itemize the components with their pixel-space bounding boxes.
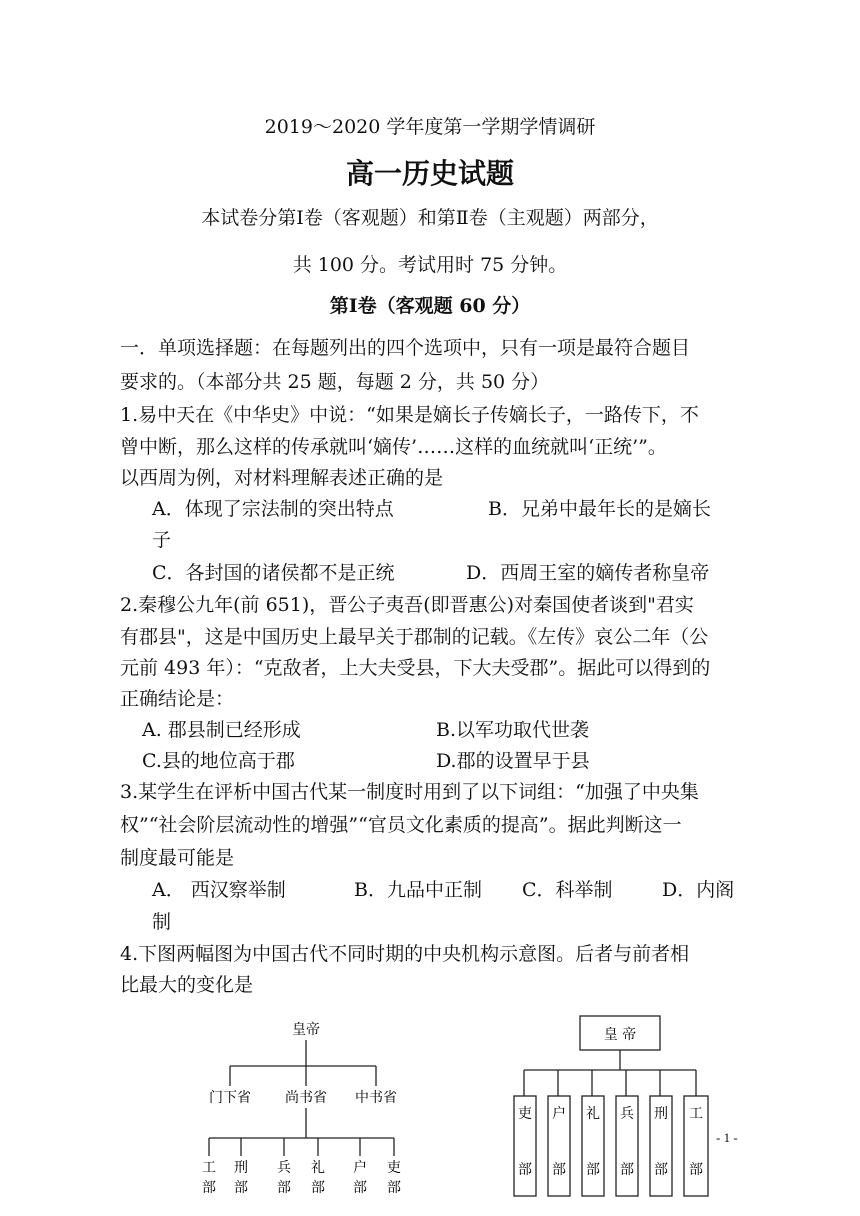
left-ministry-4-char1: 户 — [353, 1160, 367, 1176]
exam-title: 高一历史试题 — [345, 157, 514, 190]
q3-option-d-continued: 制 — [152, 911, 172, 933]
q2-option-c: C.县的地位高于郡 — [142, 750, 295, 772]
q1-stem-1: 1.易中天在《中华史》中说：“如果是嫡长子传嫡长子，一路传下，不 — [120, 404, 699, 426]
q3-stem-3: 制度最可能是 — [120, 847, 235, 869]
school-year-line: 2019～2020 学年度第一学期学情调研 — [264, 116, 596, 138]
right-ministry-0-char1: 吏 — [518, 1106, 532, 1122]
right-ministry-1-char2: 部 — [552, 1162, 566, 1178]
section-instructions-1: 一．单项选择题：在每题列出的四个选项中，只有一项是最符合题目 — [120, 337, 691, 359]
right-ministry-5-char2: 部 — [689, 1162, 703, 1178]
q2-option-b: B.以军功取代世袭 — [436, 719, 590, 741]
left-mid-zhongshu: 中书省 — [355, 1090, 397, 1106]
q1-option-c: C．各封国的诸侯都不是正统 — [152, 562, 395, 584]
page-number: - 1 - — [716, 1130, 738, 1145]
q3-stem-2: 权”“社会阶层流动性的增强”“官员文化素质的提高”。据此判断这一 — [120, 814, 682, 836]
right-ministry-2-char1: 礼 — [586, 1106, 600, 1122]
q3-option-c: C．科举制 — [522, 879, 613, 901]
left-ministry-1-char2: 部 — [234, 1180, 248, 1196]
right-top-emperor: 皇 帝 — [603, 1027, 637, 1043]
q1-option-b: B．兄弟中最年长的是嫡长 — [488, 498, 711, 520]
right-ministry-3-char1: 兵 — [620, 1106, 634, 1122]
q2-option-d: D.郡的设置早于县 — [436, 750, 590, 772]
q2-stem-2: 有郡县"，这是中国历史上最早关于郡制的记载。《左传》哀公二年（公 — [120, 626, 709, 648]
left-mid-shangshu: 尚书省 — [285, 1090, 327, 1106]
left-ministry-2-char1: 兵 — [277, 1160, 291, 1176]
right-ministry-4-char1: 刑 — [654, 1106, 668, 1122]
q2-stem-1: 2.秦穆公九年(前 651)，晋公子夷吾(即晋惠公)对秦国使者谈到"君实 — [120, 594, 694, 616]
left-ministry-2-char2: 部 — [277, 1180, 291, 1196]
q1-stem-2: 曾中断，那么这样的传承就叫‘嫡传’……这样的血统就叫‘正统’”。 — [120, 436, 667, 458]
left-ministry-0-char1: 工 — [202, 1160, 216, 1176]
right-ministry-4-char2: 部 — [654, 1162, 668, 1178]
left-ministry-3-char2: 部 — [311, 1180, 325, 1196]
intro-line-2: 共 100 分。考试用时 75 分钟。 — [292, 254, 568, 276]
right-ministry-1-char1: 户 — [552, 1106, 566, 1122]
q1-option-b-continued: 子 — [152, 529, 172, 551]
q3-option-a: A． 西汉察举制 — [152, 879, 286, 901]
q2-option-a: A. 郡县制已经形成 — [142, 719, 301, 741]
diagram-tang-central-government — [190, 1010, 430, 1210]
q1-stem-3: 以西周为例，对材料理解表述正确的是 — [120, 467, 444, 489]
q4-stem-1: 4.下图两幅图为中国古代不同时期的中央机构示意图。后者与前者相 — [120, 943, 690, 965]
q2-stem-3: 元前 493 年）：“克敌者，上大夫受县，下大夫受郡”。据此可以得到的 — [120, 657, 711, 679]
left-mid-menxia: 门下省 — [209, 1090, 251, 1106]
left-ministry-1-char1: 刑 — [234, 1160, 248, 1176]
right-ministry-2-char2: 部 — [586, 1162, 600, 1178]
left-ministry-5-char2: 部 — [387, 1180, 401, 1196]
intro-line-1: 本试卷分第Ⅰ卷（客观题）和第Ⅱ卷（主观题）两部分， — [201, 207, 659, 229]
q1-option-d: D．西周王室的嫡传者称皇帝 — [466, 562, 710, 584]
part1-heading: 第Ⅰ卷（客观题 60 分） — [329, 295, 531, 317]
left-ministry-4-char2: 部 — [353, 1180, 367, 1196]
q3-option-d: D．内阁 — [662, 879, 735, 901]
q2-stem-4: 正确结论是： — [120, 688, 235, 710]
left-ministry-3-char1: 礼 — [311, 1160, 325, 1176]
left-ministry-5-char1: 吏 — [387, 1160, 401, 1176]
q3-stem-1: 3.某学生在评析中国古代某一制度时用到了以下词组：“加强了中央集 — [120, 781, 699, 803]
diagram-ming-central-government — [512, 1014, 722, 1204]
left-top-emperor: 皇帝 — [292, 1022, 320, 1038]
q3-option-b: B．九品中正制 — [354, 879, 482, 901]
section-instructions-2: 要求的。（本部分共 25 题，每题 2 分，共 50 分） — [120, 371, 550, 393]
left-ministry-0-char2: 部 — [202, 1180, 216, 1196]
right-ministry-3-char2: 部 — [620, 1162, 634, 1178]
q1-option-a: A．体现了宗法制的突出特点 — [152, 498, 394, 520]
q4-stem-2: 比最大的变化是 — [120, 974, 254, 996]
right-ministry-5-char1: 工 — [689, 1106, 703, 1122]
right-ministry-0-char2: 部 — [518, 1162, 532, 1178]
